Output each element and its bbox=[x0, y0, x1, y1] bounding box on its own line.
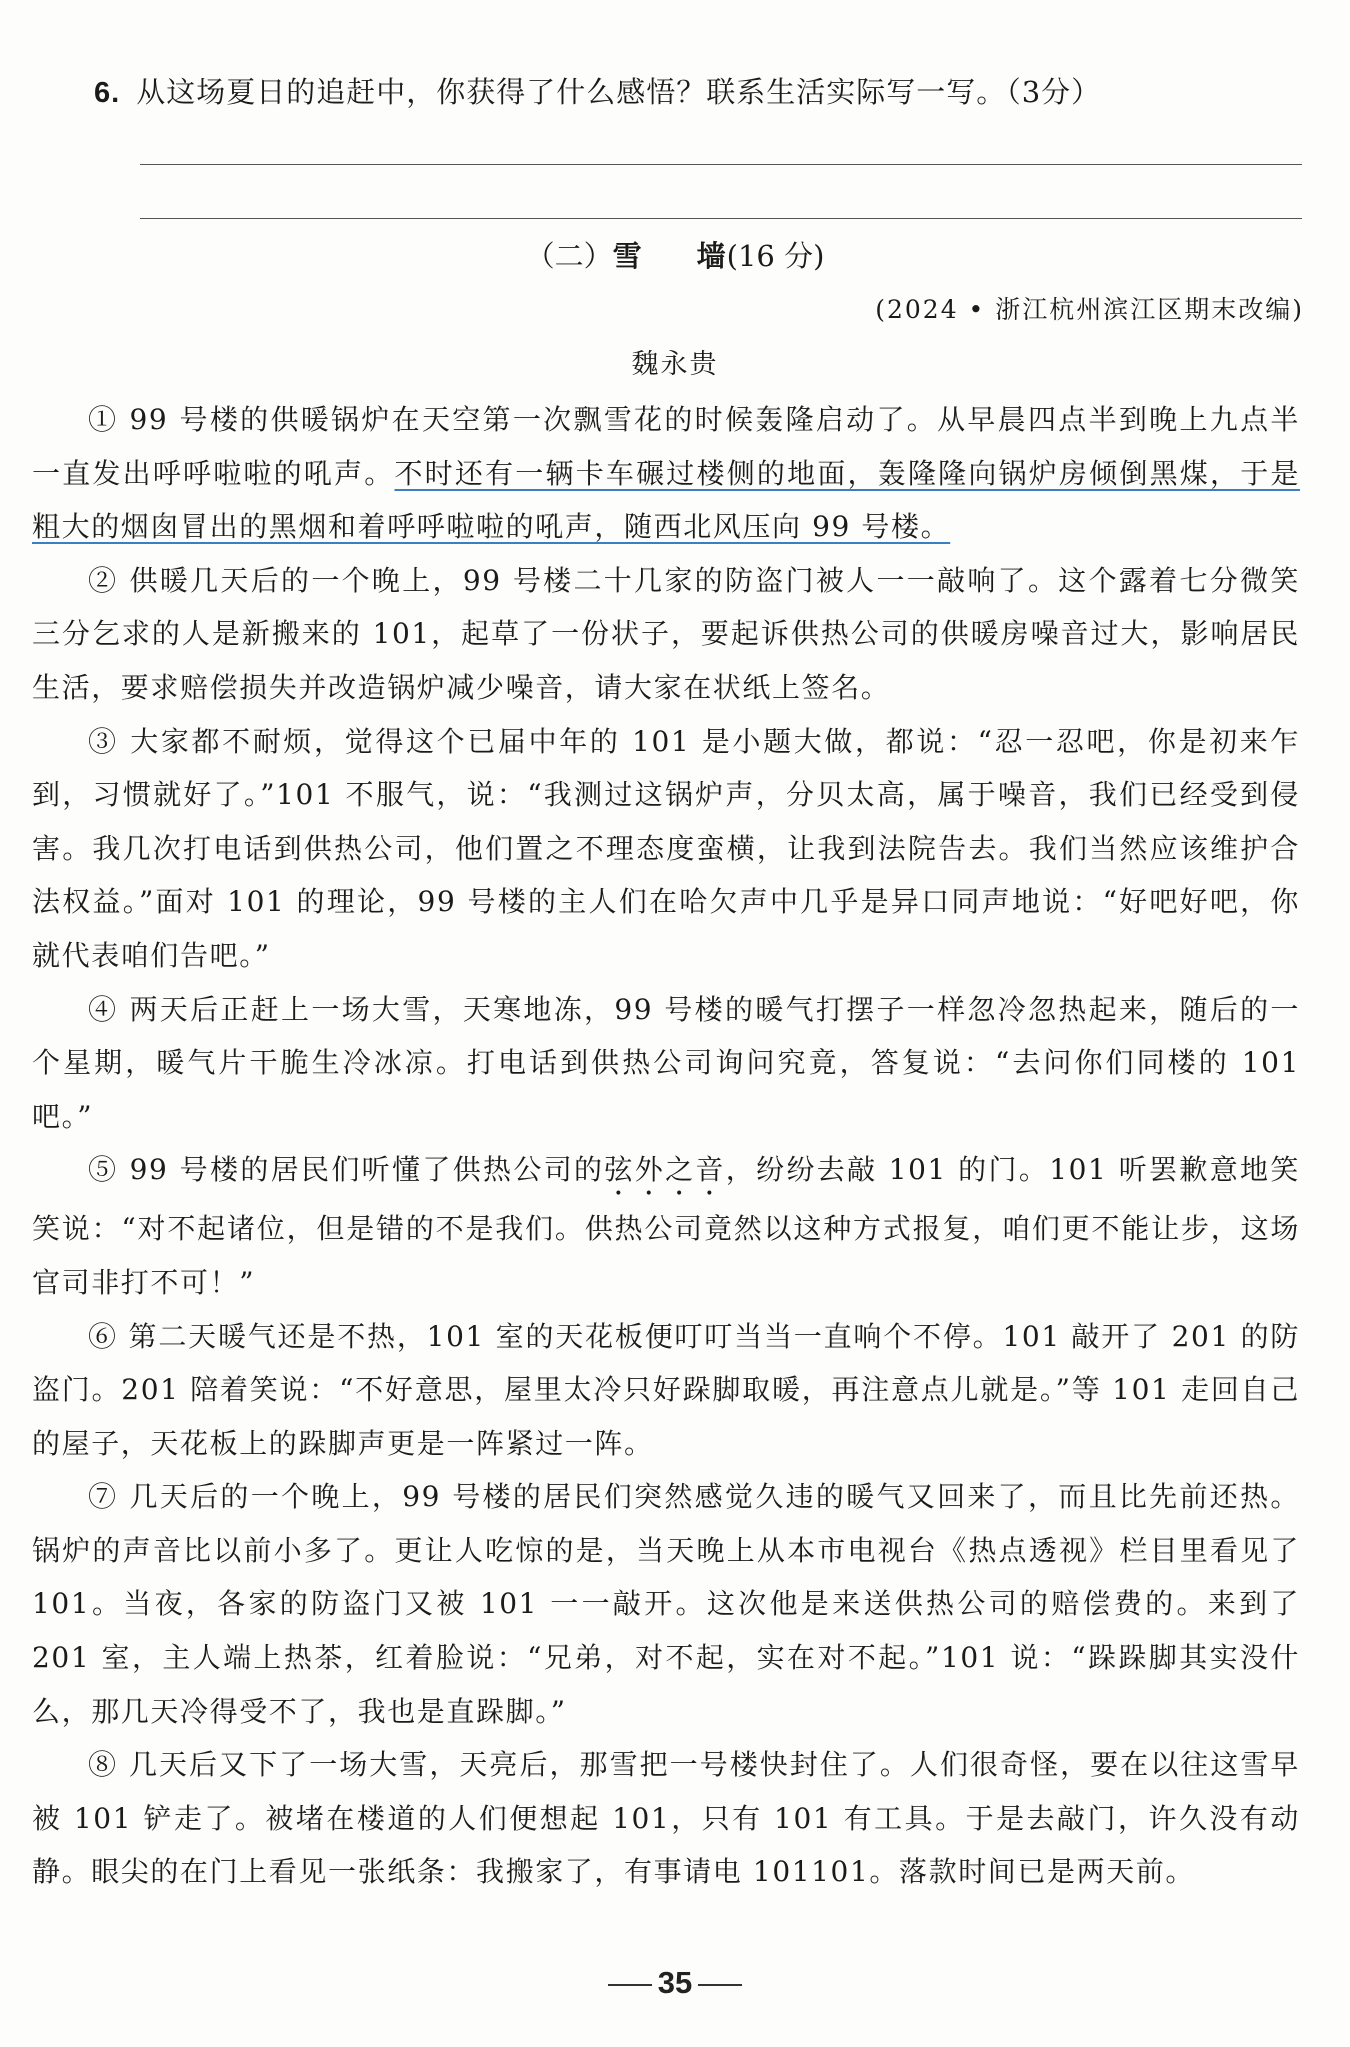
paragraph-2: ② 供暖几天后的一个晚上，99 号楼二十几家的防盗门被人一一敲响了。这个露着七分微笑三分乞求的人是新搬来的 101，起草了一份状子，要起诉供热公司的供暖房噪音过大，影响居民生活，要求赔偿损失并改造锅炉减少噪音，请大家在状纸上签名。 bbox=[32, 563, 1300, 704]
paragraph-1 bbox=[32, 393, 1300, 554]
section-title-char-2: 墙 bbox=[696, 239, 727, 273]
question-number: 6. bbox=[94, 77, 121, 109]
section-prefix: （二） bbox=[525, 239, 613, 273]
paragraph-1-text: ① 99 号楼的供暖锅炉在天空第一次飘雪花的时候轰隆启动了。从早晨四点半到晚上九点半一直发出呼呼啦啦的吼声。 bbox=[32, 403, 1300, 490]
paragraph-5 bbox=[32, 1143, 1300, 1309]
author: 魏永贵 bbox=[631, 349, 719, 380]
page-number-dash-left bbox=[608, 1984, 652, 1986]
section-score: (16 分) bbox=[726, 239, 825, 273]
underlined-sentence: 不时还有一辆卡车碾过楼侧的地面，轰隆隆向锅炉房倾倒黑煤，于是粗大的烟囱冒出的黑烟和着呼呼啦啦的吼声，随西北风压向 99 号楼。 bbox=[32, 456, 1301, 544]
paragraph-6: ⑥ 第二天暖气还是不热，101 室的天花板便叮叮当当一直响个不停。101 敲开了 201 的防盗门。201 陪着笑说：“不好意思，屋里太冷只好跺脚取暖，再注意点儿就是。”等 101 走回自己的屋子，天花板上的跺脚声更是一阵紧过一阵。 bbox=[32, 1319, 1300, 1460]
section-title bbox=[0, 234, 1350, 275]
paragraph-4: ④ 两天后正赶上一场大雪，天寒地冻，99 号楼的暖气打摆子一样忽冷忽热起来，随后的一个星期，暖气片干脆生冷冰凉。打电话到供热公司询问究竟，答复说：“去问你们同楼的 101 吧。” bbox=[32, 992, 1300, 1133]
paragraph-5-text: ⑤ 99 号楼的居民们听懂了供热公司的 bbox=[88, 1153, 605, 1187]
page-number bbox=[0, 1965, 1350, 2001]
paragraph-8: ⑧ 几天后又下了一场大雪，天亮后，那雪把一号楼快封住了。人们很奇怪，要在以往这雪早被 101 铲走了。被堵在楼道的人们便想起 101，只有 101 有工具。于是去敲门，许久没有动静。眼尖的在门上看见一张纸条：我搬家了，有事请电 101101。落款时间已是两天前。 bbox=[32, 1748, 1300, 1889]
question-6 bbox=[94, 70, 1101, 111]
article-body bbox=[32, 393, 1300, 1899]
emphasized-phrase: 弦外之音 bbox=[604, 1153, 726, 1187]
source-note: (2024 • 浙江杭州滨江区期末改编) bbox=[875, 295, 1304, 324]
answer-line-1[interactable] bbox=[140, 164, 1302, 165]
answer-line-2[interactable] bbox=[140, 218, 1302, 219]
page-number-value: 35 bbox=[657, 1965, 693, 2000]
paragraph-3: ③ 大家都不耐烦，觉得这个已届中年的 101 是小题大做，都说：“忍一忍吧，你是初来乍到，习惯就好了。”101 不服气，说：“我测过这锅炉声，分贝太高，属于噪音，我们已经受到侵害。我几次打电话到供热公司，他们置之不理态度蛮横，让我到法院告去。我们当然应该维护合法权益。”面对 101 的理论，99 号楼的主人们在哈欠声中几乎是异口同声地说：“好吧好吧，你就代表咱们告吧。” bbox=[32, 724, 1300, 972]
question-text: 从这场夏日的追赶中，你获得了什么感悟？联系生活实际写一写。（3分） bbox=[136, 75, 1102, 109]
page-number-dash-right bbox=[698, 1984, 742, 1986]
paragraph-5-tail: ，纷纷去敲 101 的门。101 听罢歉意地笑笑说：“对不起诸位，但是错的不是我们。供热公司竟然以这种方式报复，咱们更不能让步，这场官司非打不可！” bbox=[32, 1153, 1300, 1299]
paragraph-7: ⑦ 几天后的一个晚上，99 号楼的居民们突然感觉久违的暖气又回来了，而且比先前还热。锅炉的声音比以前小多了。更让人吃惊的是，当天晚上从本市电视台《热点透视》栏目里看见了 101。当夜，各家的防盗门又被 101 一一敲开。这次他是来送供热公司的赔偿费的。来到了 201 室，主人端上热茶，红着脸说：“兄弟，对不起，实在对不起。”101 说：“跺跺脚其实没什么，那几天冷得受不了，我也是直跺脚。” bbox=[32, 1480, 1300, 1728]
section-title-char-1: 雪 bbox=[612, 239, 643, 273]
